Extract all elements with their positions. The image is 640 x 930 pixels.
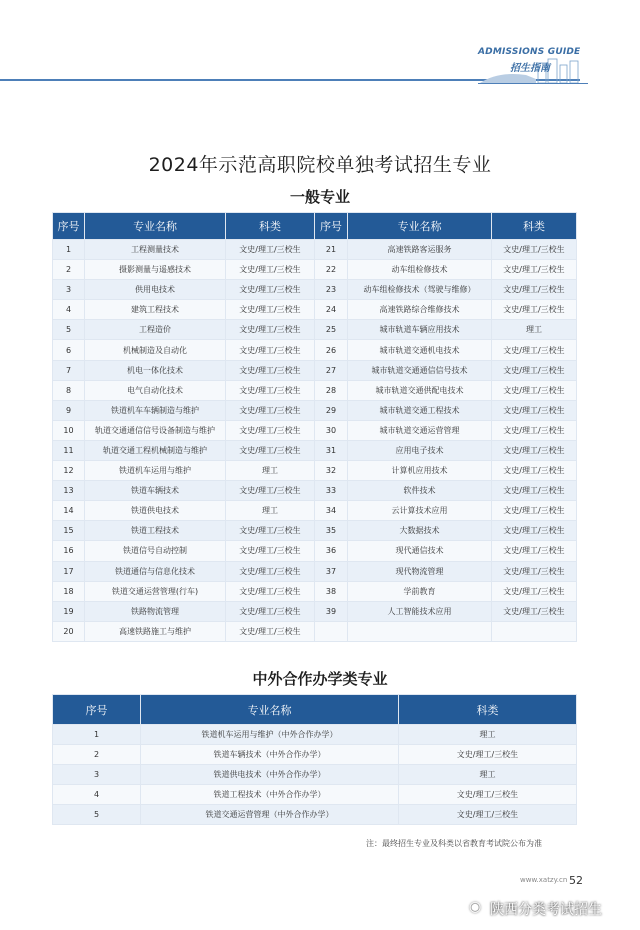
cell-major: 铁道交通运营管理（中外合作办学） (141, 805, 399, 825)
table-row (53, 260, 577, 280)
cell-major: 动车组检修技术 (348, 260, 492, 280)
cell-index: 18 (53, 581, 85, 601)
table-row (53, 601, 577, 621)
cell-category: 文史/理工/三校生 (492, 481, 577, 501)
cell-category: 文史/理工/三校生 (226, 601, 315, 621)
cell-index: 17 (53, 561, 85, 581)
cell-category: 文史/理工/三校生 (226, 300, 315, 320)
cell-major: 铁道供电技术（中外合作办学） (141, 765, 399, 785)
cell-category: 文史/理工/三校生 (226, 541, 315, 561)
col-header-major: 专业名称 (348, 213, 492, 240)
cell-index: 1 (53, 240, 85, 260)
cell-major: 城市轨道交通机电技术 (348, 340, 492, 360)
cell-category: 文史/理工/三校生 (492, 420, 577, 440)
footnote: 注：最终招生专业及科类以省教育考试院公布为准 (366, 839, 542, 848)
cell-index (315, 621, 348, 641)
table-row (53, 400, 577, 420)
general-majors-table (52, 212, 577, 642)
cell-index: 11 (53, 440, 85, 460)
cell-index: 22 (315, 260, 348, 280)
cell-major: 摄影测量与遥感技术 (85, 260, 226, 280)
cell-major: 工程测量技术 (85, 240, 226, 260)
table-row (53, 541, 577, 561)
cell-category: 文史/理工/三校生 (492, 400, 577, 420)
cell-category: 文史/理工/三校生 (492, 280, 577, 300)
table-row (53, 481, 577, 501)
cell-category: 文史/理工/三校生 (492, 561, 577, 581)
guide-english-label: ADMISSIONS GUIDE (478, 47, 581, 57)
cell-index: 32 (315, 461, 348, 481)
cell-index: 2 (53, 260, 85, 280)
guide-chinese-label: 招生指南 (510, 63, 550, 74)
cell-category: 文史/理工/三校生 (226, 481, 315, 501)
cell-major: 高速铁路施工与维护 (85, 621, 226, 641)
cell-category: 文史/理工/三校生 (226, 360, 315, 380)
cell-category (492, 621, 577, 641)
cell-category: 文史/理工/三校生 (226, 561, 315, 581)
cell-major: 建筑工程技术 (85, 300, 226, 320)
cell-index: 9 (53, 400, 85, 420)
col-header-category: 科类 (492, 213, 577, 240)
col-header-index: 序号 (53, 213, 85, 240)
cell-major: 现代物流管理 (348, 561, 492, 581)
cell-major: 高速铁路综合维修技术 (348, 300, 492, 320)
table-row (53, 521, 577, 541)
cell-category: 文史/理工/三校生 (492, 461, 577, 481)
table-row (53, 561, 577, 581)
cell-category: 理工 (226, 461, 315, 481)
cell-major: 工程造价 (85, 320, 226, 340)
cell-index: 5 (53, 805, 141, 825)
cell-category: 文史/理工/三校生 (226, 260, 315, 280)
cell-category: 文史/理工/三校生 (226, 380, 315, 400)
col-header-category: 科类 (226, 213, 315, 240)
cell-major: 铁道车辆技术 (85, 481, 226, 501)
cell-index: 2 (53, 745, 141, 765)
cell-index: 35 (315, 521, 348, 541)
table-row (53, 785, 577, 805)
cell-category: 文史/理工/三校生 (226, 240, 315, 260)
watermark: 陕西分类考试招生 (490, 902, 602, 918)
cell-category: 文史/理工/三校生 (492, 300, 577, 320)
cell-major: 城市轨道车辆应用技术 (348, 320, 492, 340)
cell-index: 23 (315, 280, 348, 300)
cell-category: 理工 (399, 725, 577, 745)
table-header-row (53, 695, 577, 725)
table-row (53, 360, 577, 380)
cell-index: 8 (53, 380, 85, 400)
section-cooperation-heading: 中外合作办学类专业 (252, 670, 388, 688)
cell-index: 37 (315, 561, 348, 581)
cell-index: 13 (53, 481, 85, 501)
cell-major: 人工智能技术应用 (348, 601, 492, 621)
cell-category: 文史/理工/三校生 (226, 320, 315, 340)
cell-category: 文史/理工/三校生 (226, 521, 315, 541)
table-row (53, 420, 577, 440)
cell-category: 文史/理工/三校生 (492, 340, 577, 360)
cell-category: 理工 (226, 501, 315, 521)
cell-major: 城市轨道交通通信信号技术 (348, 360, 492, 380)
cell-major: 铁道信号自动控制 (85, 541, 226, 561)
table-row (53, 440, 577, 460)
cell-major: 机械制造及自动化 (85, 340, 226, 360)
table-row (53, 725, 577, 745)
cell-index: 3 (53, 765, 141, 785)
cell-index: 26 (315, 340, 348, 360)
cell-major: 铁道机车运用与维护（中外合作办学） (141, 725, 399, 745)
cell-category: 文史/理工/三校生 (492, 240, 577, 260)
cell-category: 文史/理工/三校生 (492, 521, 577, 541)
cell-index: 6 (53, 340, 85, 360)
cell-index: 5 (53, 320, 85, 340)
cell-major: 大数据技术 (348, 521, 492, 541)
cell-major: 铁道车辆技术（中外合作办学） (141, 745, 399, 765)
cell-major: 云计算技术应用 (348, 501, 492, 521)
cell-major: 现代通信技术 (348, 541, 492, 561)
cell-index: 27 (315, 360, 348, 380)
cell-category: 文史/理工/三校生 (226, 340, 315, 360)
cell-index: 3 (53, 280, 85, 300)
cell-index: 30 (315, 420, 348, 440)
cell-category: 文史/理工/三校生 (492, 601, 577, 621)
cell-major: 机电一体化技术 (85, 360, 226, 380)
cell-major: 学前教育 (348, 581, 492, 601)
cell-index: 33 (315, 481, 348, 501)
cell-category: 文史/理工/三校生 (226, 400, 315, 420)
cell-index: 4 (53, 300, 85, 320)
cell-category: 文史/理工/三校生 (492, 440, 577, 460)
table-row (53, 805, 577, 825)
cell-index: 25 (315, 320, 348, 340)
cooperation-majors-body (53, 725, 577, 825)
col-header-category: 科类 (399, 695, 577, 725)
cell-category: 文史/理工/三校生 (492, 260, 577, 280)
cell-index: 34 (315, 501, 348, 521)
table-row (53, 320, 577, 340)
cell-major: 应用电子技术 (348, 440, 492, 460)
cell-major: 铁路物流管理 (85, 601, 226, 621)
cell-index: 38 (315, 581, 348, 601)
cell-index: 19 (53, 601, 85, 621)
table-row (53, 461, 577, 481)
cell-index: 7 (53, 360, 85, 380)
admissions-guide-logo (478, 47, 598, 83)
col-header-index: 序号 (315, 213, 348, 240)
cell-major: 铁道通信与信息化技术 (85, 561, 226, 581)
cell-major: 铁道供电技术 (85, 501, 226, 521)
cell-index: 24 (315, 300, 348, 320)
cell-category: 文史/理工/三校生 (226, 420, 315, 440)
cell-major: 计算机应用技术 (348, 461, 492, 481)
cell-category: 文史/理工/三校生 (492, 360, 577, 380)
page-title: 2024年示范高职院校单独考试招生专业 (148, 154, 492, 176)
cell-major: 动车组检修技术（驾驶与维修） (348, 280, 492, 300)
table-row (53, 745, 577, 765)
cell-index: 15 (53, 521, 85, 541)
general-majors-body (53, 240, 577, 642)
cell-index: 14 (53, 501, 85, 521)
table-row (53, 621, 577, 641)
cell-category: 文史/理工/三校生 (399, 745, 577, 765)
cell-category: 文史/理工/三校生 (399, 785, 577, 805)
cell-index: 29 (315, 400, 348, 420)
cell-index: 21 (315, 240, 348, 260)
cell-major: 铁道交通运营管理(行车) (85, 581, 226, 601)
table-row (53, 340, 577, 360)
table-row (53, 240, 577, 260)
cooperation-majors-table (52, 694, 577, 825)
cell-category: 理工 (492, 320, 577, 340)
cell-category: 文史/理工/三校生 (399, 805, 577, 825)
cell-index: 31 (315, 440, 348, 460)
cell-index: 4 (53, 785, 141, 805)
section-general-heading: 一般专业 (289, 188, 350, 206)
cell-major: 铁道机车运用与维护 (85, 461, 226, 481)
cell-major: 城市轨道交通供配电技术 (348, 380, 492, 400)
cell-index: 36 (315, 541, 348, 561)
table-row (53, 300, 577, 320)
table-row (53, 280, 577, 300)
cell-category: 文史/理工/三校生 (492, 581, 577, 601)
table-row (53, 581, 577, 601)
page-number: 52 (569, 874, 583, 887)
cell-category: 文史/理工/三校生 (226, 581, 315, 601)
cell-major: 高速铁路客运服务 (348, 240, 492, 260)
cell-major: 城市轨道交通工程技术 (348, 400, 492, 420)
cell-major: 软件技术 (348, 481, 492, 501)
cell-index: 12 (53, 461, 85, 481)
cell-major: 铁道工程技术（中外合作办学） (141, 785, 399, 805)
cell-major: 电气自动化技术 (85, 380, 226, 400)
table-row (53, 380, 577, 400)
cell-category: 文史/理工/三校生 (226, 280, 315, 300)
col-header-major: 专业名称 (85, 213, 226, 240)
cell-major: 城市轨道交通运营管理 (348, 420, 492, 440)
cell-index: 39 (315, 601, 348, 621)
cell-category: 理工 (399, 765, 577, 785)
cell-category: 文史/理工/三校生 (492, 541, 577, 561)
weibo-icon: ◉ (469, 899, 482, 915)
cell-category: 文史/理工/三校生 (492, 380, 577, 400)
col-header-index: 序号 (53, 695, 141, 725)
cell-index: 1 (53, 725, 141, 745)
table-row (53, 501, 577, 521)
cell-index: 28 (315, 380, 348, 400)
col-header-major: 专业名称 (141, 695, 399, 725)
cell-major (348, 621, 492, 641)
cell-index: 20 (53, 621, 85, 641)
cell-category: 文史/理工/三校生 (226, 440, 315, 460)
cell-major: 铁道工程技术 (85, 521, 226, 541)
cell-category: 文史/理工/三校生 (226, 621, 315, 641)
cell-major: 铁道机车车辆制造与维护 (85, 400, 226, 420)
cell-index: 16 (53, 541, 85, 561)
cell-index: 10 (53, 420, 85, 440)
cell-major: 轨道交通通信信号设备制造与维护 (85, 420, 226, 440)
cell-category: 文史/理工/三校生 (492, 501, 577, 521)
website-url: www.xatzy.cn (520, 876, 568, 884)
table-row (53, 765, 577, 785)
table-header-row (53, 213, 577, 240)
cell-major: 供用电技术 (85, 280, 226, 300)
cell-major: 轨道交通工程机械制造与维护 (85, 440, 226, 460)
